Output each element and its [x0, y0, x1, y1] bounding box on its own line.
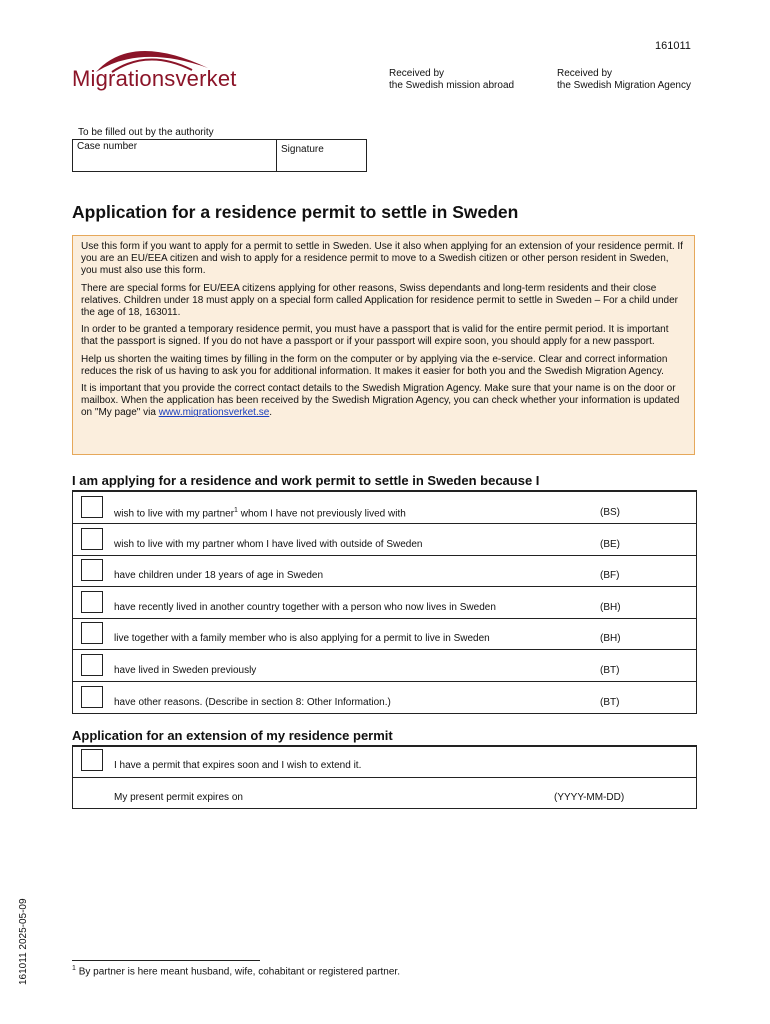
option-code: (BT) — [600, 665, 620, 676]
authority-label: To be filled out by the authority — [78, 127, 214, 138]
option-code: (BS) — [600, 507, 620, 518]
option-row — [72, 618, 697, 650]
option-code: (BE) — [600, 538, 620, 550]
option-text: wish to live with my partner$^1$ whom I have not previously lived with — [114, 507, 406, 520]
option-checkbox[interactable] — [81, 622, 103, 644]
expiry-date-row — [72, 778, 697, 809]
received-by-agency: Received by the Swedish Migration Agency — [557, 68, 691, 91]
option-text: have other reasons. (Describe in section 8: Other Information.) — [114, 696, 391, 708]
option-row — [72, 524, 697, 556]
page-title: Application for a residence permit to settle in Sweden — [72, 202, 519, 222]
authority-box — [72, 139, 367, 172]
option-checkbox[interactable] — [81, 528, 103, 550]
signature-label: Signature — [281, 144, 324, 155]
option-row — [72, 587, 697, 619]
option-text: have recently lived in another country together with a person who now lives in Sweden — [114, 601, 496, 613]
option-row — [72, 682, 697, 714]
info-paragraph: Use this form if you want to apply for a permit to settle in Sweden. Use it also when applying for an extension of your residence permit. If you are an EU/EEA citizen and wish to apply for a residence permit to move to a Swedish citizen or other person resident in Sweden, you must also use this form. — [81, 241, 683, 277]
info-box — [72, 235, 695, 455]
form-number: 161011 — [655, 40, 691, 52]
option-code: (BT) — [600, 696, 620, 708]
case-number-label: Case number — [77, 141, 138, 152]
option-text: have lived in Sweden previously — [114, 665, 257, 676]
option-checkbox[interactable] — [81, 559, 103, 581]
option-text: have children under 18 years of age in Sweden — [114, 570, 324, 582]
option-checkbox[interactable] — [81, 591, 103, 613]
option-row — [72, 555, 697, 587]
date-format-hint: (YYYY-MM-DD) — [554, 792, 625, 803]
logo-text: Migrationsverket — [72, 66, 237, 91]
info-paragraph: It is important that you provide the correct contact details to the Swedish Migration Agency. Make sure that your name is on the door or mailbox. When the application has been received by the Swedish Migration Agency, you can check whether your information is updated on "My page" via www.migrationsverket.se. — [81, 383, 680, 419]
applying-heading: I am applying for a residence and work permit to settle in Sweden because I — [72, 473, 540, 488]
option-code: (BF) — [600, 570, 620, 582]
footnote: $^1$ By partner is here meant husband, wife, cohabitant or registered partner. — [72, 965, 400, 978]
expiry-label: My present permit expires on — [114, 792, 243, 803]
side-form-date: 161011 2025-05-09 — [18, 898, 29, 985]
option-checkbox[interactable] — [81, 654, 103, 676]
info-paragraph: There are special forms for EU/EEA citizens applying for other reasons, Swiss dependants and long-term residents and their close relatives. Children under 18 must apply on a special form called Application for residence permit to settle in Sweden – For a child under the age of 18, 163011. — [81, 282, 678, 319]
option-row — [72, 492, 697, 524]
received-by-mission: Received by the Swedish mission abroad — [389, 68, 515, 91]
extension-option-row — [72, 747, 697, 778]
footnote-rule — [72, 960, 260, 961]
extension-option-text: I have a permit that expires soon and I wish to extend it. — [114, 760, 362, 771]
extension-checkbox[interactable] — [81, 749, 103, 771]
option-row — [72, 650, 697, 682]
extension-heading: Application for an extension of my residence permit — [72, 728, 393, 743]
option-checkbox[interactable] — [81, 686, 103, 708]
option-code: (BH) — [600, 601, 621, 613]
info-paragraph: In order to be granted a temporary residence permit, you must have a passport that is valid for the entire permit period. It is important that the passport is signed. If you do not have a passport or if your passport will expire soon, you should apply for a new passport. — [81, 324, 669, 348]
expiry-date-field[interactable] — [252, 786, 592, 806]
option-checkbox[interactable] — [81, 496, 103, 518]
option-code: (BH) — [600, 633, 621, 645]
option-text: wish to live with my partner whom I have lived with outside of Sweden — [114, 538, 423, 550]
info-paragraph: Help us shorten the waiting times by filling in the form on the computer or by applying via the e-service. Clear and correct information reduces the risk of us having to ask you for additional information. It makes it easier for both you and the Swedish Migration Agency. — [81, 353, 668, 377]
option-text: live together with a family member who is also applying for a permit to live in Sweden — [114, 633, 490, 645]
migrationsverket-link[interactable]: www.migrationsverket.se — [158, 407, 270, 419]
